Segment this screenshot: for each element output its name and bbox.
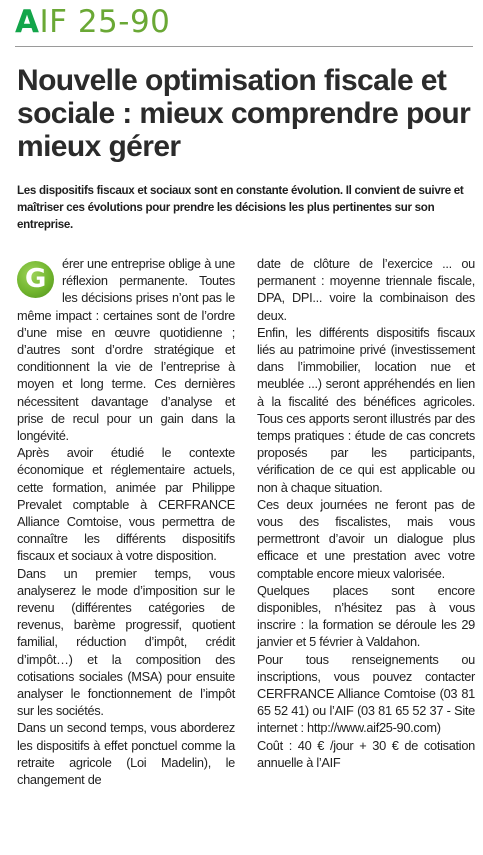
paragraph: Coût : 40 € /jour + 30 € de cotisation annuelle à l’AIF: [257, 737, 475, 770]
header-divider: [15, 46, 473, 47]
paragraph: Enfin, les différents dispositifs fiscaux liés au patrimoine privé (investissement dans l’immobilier, location nue et meublée ...) seront appréhendés en lien à la fiscalité des bénéfices agricoles. Tous ces apports seront illustrés par des temps pratiques : étude de cas concrets proposés par les participants, vérification de ce qui est applicable ou non à chaque situation.: [257, 324, 475, 495]
dropcap-circle: G: [17, 261, 54, 298]
aif-logo: [15, 4, 170, 40]
logo-text: IF 25-90: [39, 4, 171, 40]
paragraph-text: érer une entreprise oblige à une réflexion permanente. Toutes les décisions prises n’ont pas le même impact : certaines sont de l’ordre d’une mise en œuvre quotidienne ; d’autres sont d’ordre stratégique et conditionnent la vie de l’entreprise à moyen et long terme. Ces dernières nécessitent davantage d’analyse et prise de recul pour un gain dans la longévité.: [17, 256, 235, 444]
logo-letter-a: A: [15, 4, 40, 40]
article-lead: Les dispositifs fiscaux et sociaux sont en constante évolution. Il convient de suivre et maîtriser ces évolutions pour prendre les décisions les plus pertinentes sur son entreprise.: [17, 184, 464, 231]
paragraph: Quelques places sont encore disponibles, n’hésitez pas à vous inscrire : la formation se déroule les 29 janvier et 5 février à Valdahon.: [257, 582, 475, 650]
paragraph: Dans un second temps, vous aborderez les dispositifs à effet ponctuel comme la retraite agricole (Loi Madelin), le changement de: [17, 720, 235, 788]
article-title: Nouvelle optimisation fiscale et sociale : mieux comprendre pour mieux gérer: [17, 64, 471, 163]
paragraph: Ces deux journées ne feront pas de vous des fiscalistes, mais vous permettront d’avoir un dialogue plus efficace et une prestation avec votre comptable encore mieux valorisée.: [257, 496, 475, 581]
paragraph: [17, 255, 235, 444]
paragraph: Pour tous renseignements ou inscriptions, vous pouvez contacter CERFRANCE Alliance Comtoise (03 81 65 52 41) ou l’AIF (03 81 65 52 37 - Site internet : http://www.aif25-90.com): [257, 651, 475, 736]
paragraph: Après avoir étudié le contexte économique et réglementaire actuels, cette formation, animée par Philippe Prevalet comptable à CERFRANCE Alliance Comtoise, vous permettra de connaître les différents dispositifs fiscaux et sociaux à votre disposition.: [17, 445, 235, 564]
article-column-left: [17, 255, 235, 788]
paragraph: date de clôture de l’exercice ... ou permanent : moyenne triennale fiscale, DPA, DPI... voire la combinaison des deux.: [257, 256, 475, 323]
paragraph: Dans un premier temps, vous analyserez le mode d’imposition sur le revenu (différentes catégories de revenus, barème progressif, quotient familial, réduction d’impôt, crédit d’impôt…) et la composition des cotisations sociales (MSA) pour ensuite analyser le fonctionnement de l’impôt sur les sociétés.: [17, 565, 235, 719]
article-column-right: [257, 255, 475, 771]
